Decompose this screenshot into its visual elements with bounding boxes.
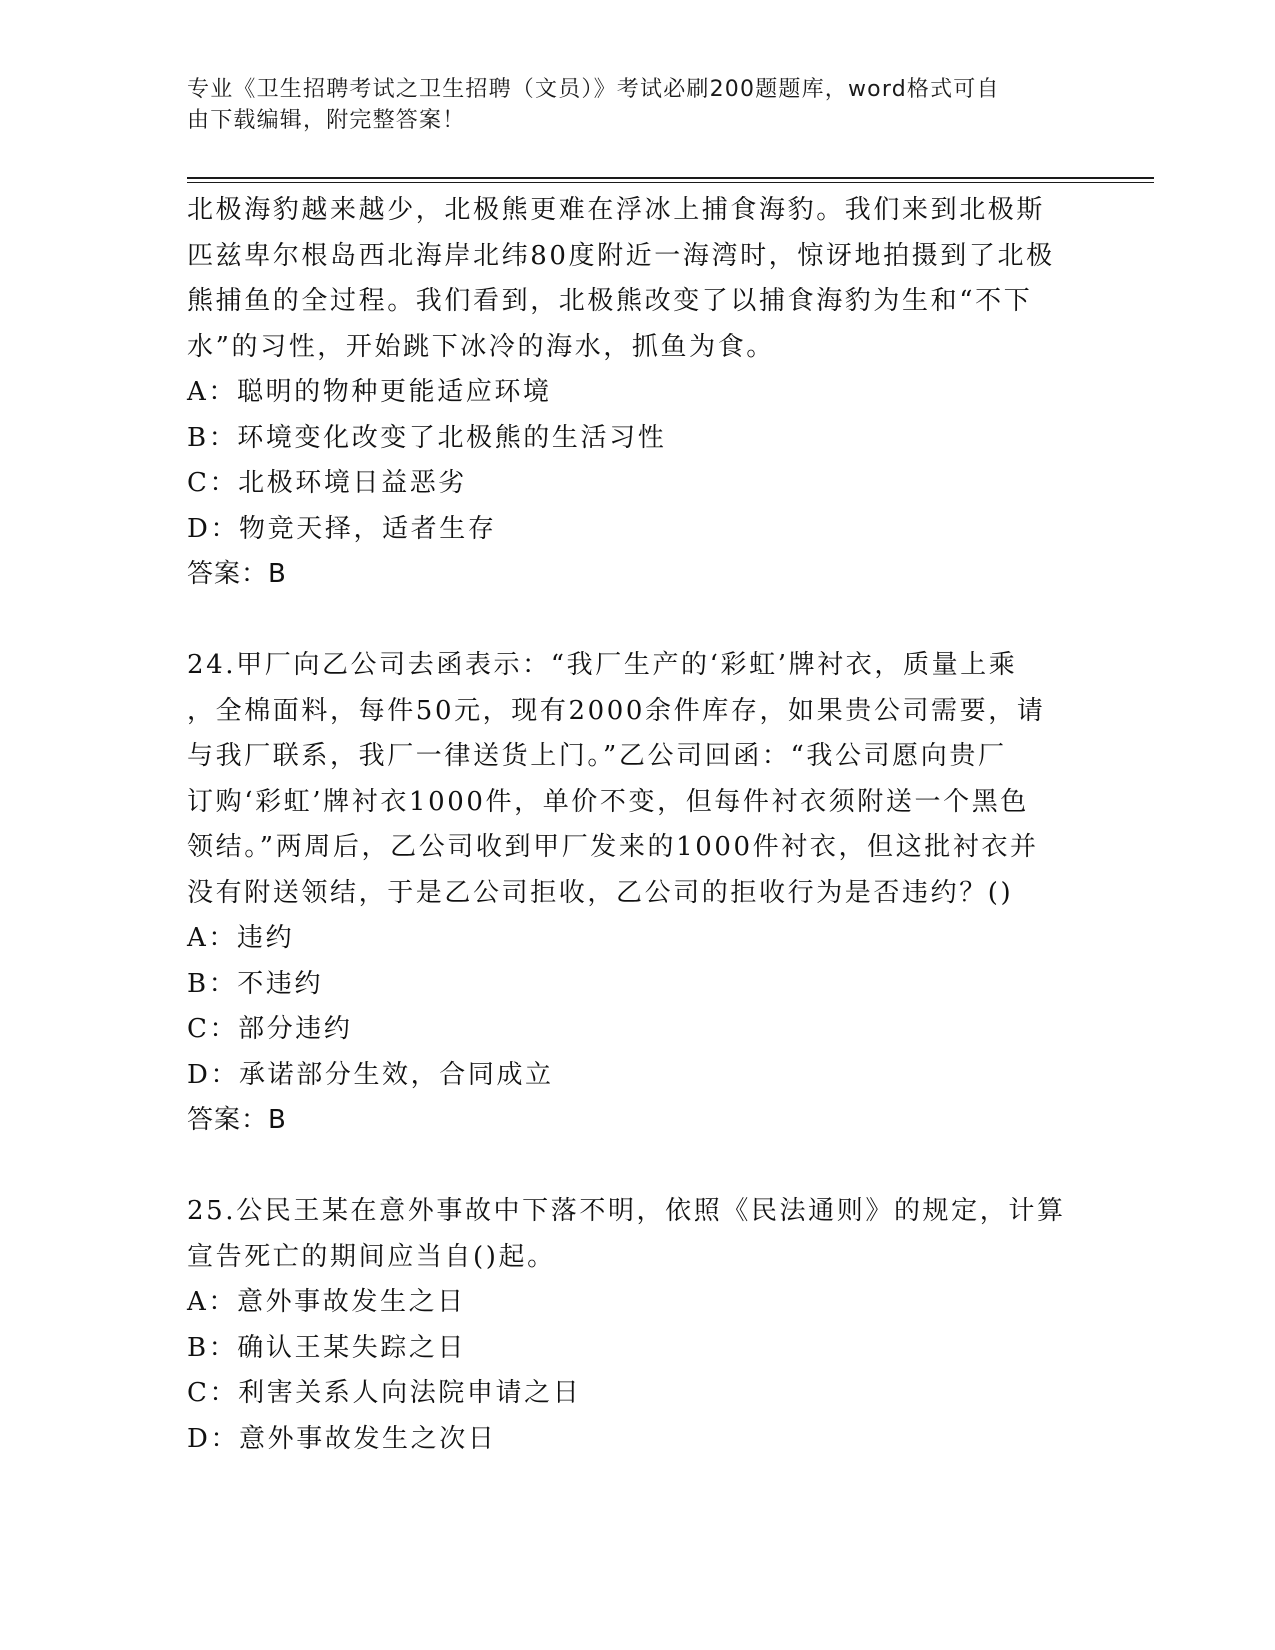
option-a: A：违约 [187,923,295,953]
option-a: A：聪明的物种更能适应环境 [187,377,552,407]
option-b: B：不违约 [187,968,324,999]
question-text [187,188,1067,370]
text-line: ，全棉面料，每件50元，现有2000余件库存，如果贵公司需要，请 [187,695,1046,726]
option-c: C：部分违约 [187,1014,353,1044]
text-line: 熊捕鱼的全过程。我们看到，北极熊改变了以捕食海豹为生和“不下 [187,286,1033,316]
question-24 [187,643,1067,1144]
question-text [187,1189,1067,1280]
option-c: C：北极环境日益恶劣 [187,468,467,498]
text-line: 匹兹卑尔根岛西北海岸北纬80度附近一海湾时，惊讶地拍摄到了北极 [187,240,1055,271]
document-header [187,74,1067,136]
option-d: D：意外事故发生之次日 [187,1423,497,1454]
option-d: D：物竞天择，适者生存 [187,513,497,544]
option-d: D：承诺部分生效，合同成立 [187,1059,554,1090]
answer: 答案：B [187,559,287,589]
question-23 [187,188,1067,598]
question-text [187,643,1067,916]
option-b: B：确认王某失踪之日 [187,1332,467,1363]
option-a: A：意外事故发生之日 [187,1287,466,1317]
text-line: 与我厂联系，我厂一律送货上门。”乙公司回函：“我公司愿向贵厂 [187,741,1007,771]
text-line: 宣告死亡的期间应当自()起。 [187,1241,556,1272]
header-line-1: 专业《卫生招聘考试之卫生招聘（文员）》考试必刷200题题库，word格式可自 [187,77,1000,102]
text-line: 25.公民王某在意外事故中下落不明，依照《民法通则》的规定，计算 [187,1196,1066,1226]
text-line: 24.甲厂向乙公司去函表示：“我厂生产的‘彩虹’牌衬衣，质量上乘 [187,650,1018,680]
answer: 答案：B [187,1105,287,1135]
text-line: 订购‘彩虹’牌衬衣1000件，单价不变，但每件衬衣须附送一个黑色 [187,786,1029,817]
header-line-2: 由下载编辑，附完整答案！ [187,108,466,133]
header-divider-thin [187,182,1154,183]
document-body [187,188,1067,1462]
question-25 [187,1189,1067,1462]
option-b: B：环境变化改变了北极熊的生活习性 [187,422,667,453]
text-line: 北极海豹越来越少，北极熊更难在浮冰上捕食海豹。我们来到北极斯 [187,195,1046,225]
text-line: 没有附送领结，于是乙公司拒收，乙公司的拒收行为是否违约？() [187,877,1014,908]
header-divider-thick [187,177,1154,179]
text-line: 领结。”两周后，乙公司收到甲厂发来的1000件衬衣，但这批衬衣并 [187,832,1039,862]
option-c: C：利害关系人向法院申请之日 [187,1378,582,1408]
text-line: 水”的习性，开始跳下冰冷的海水，抓鱼为食。 [187,331,775,362]
